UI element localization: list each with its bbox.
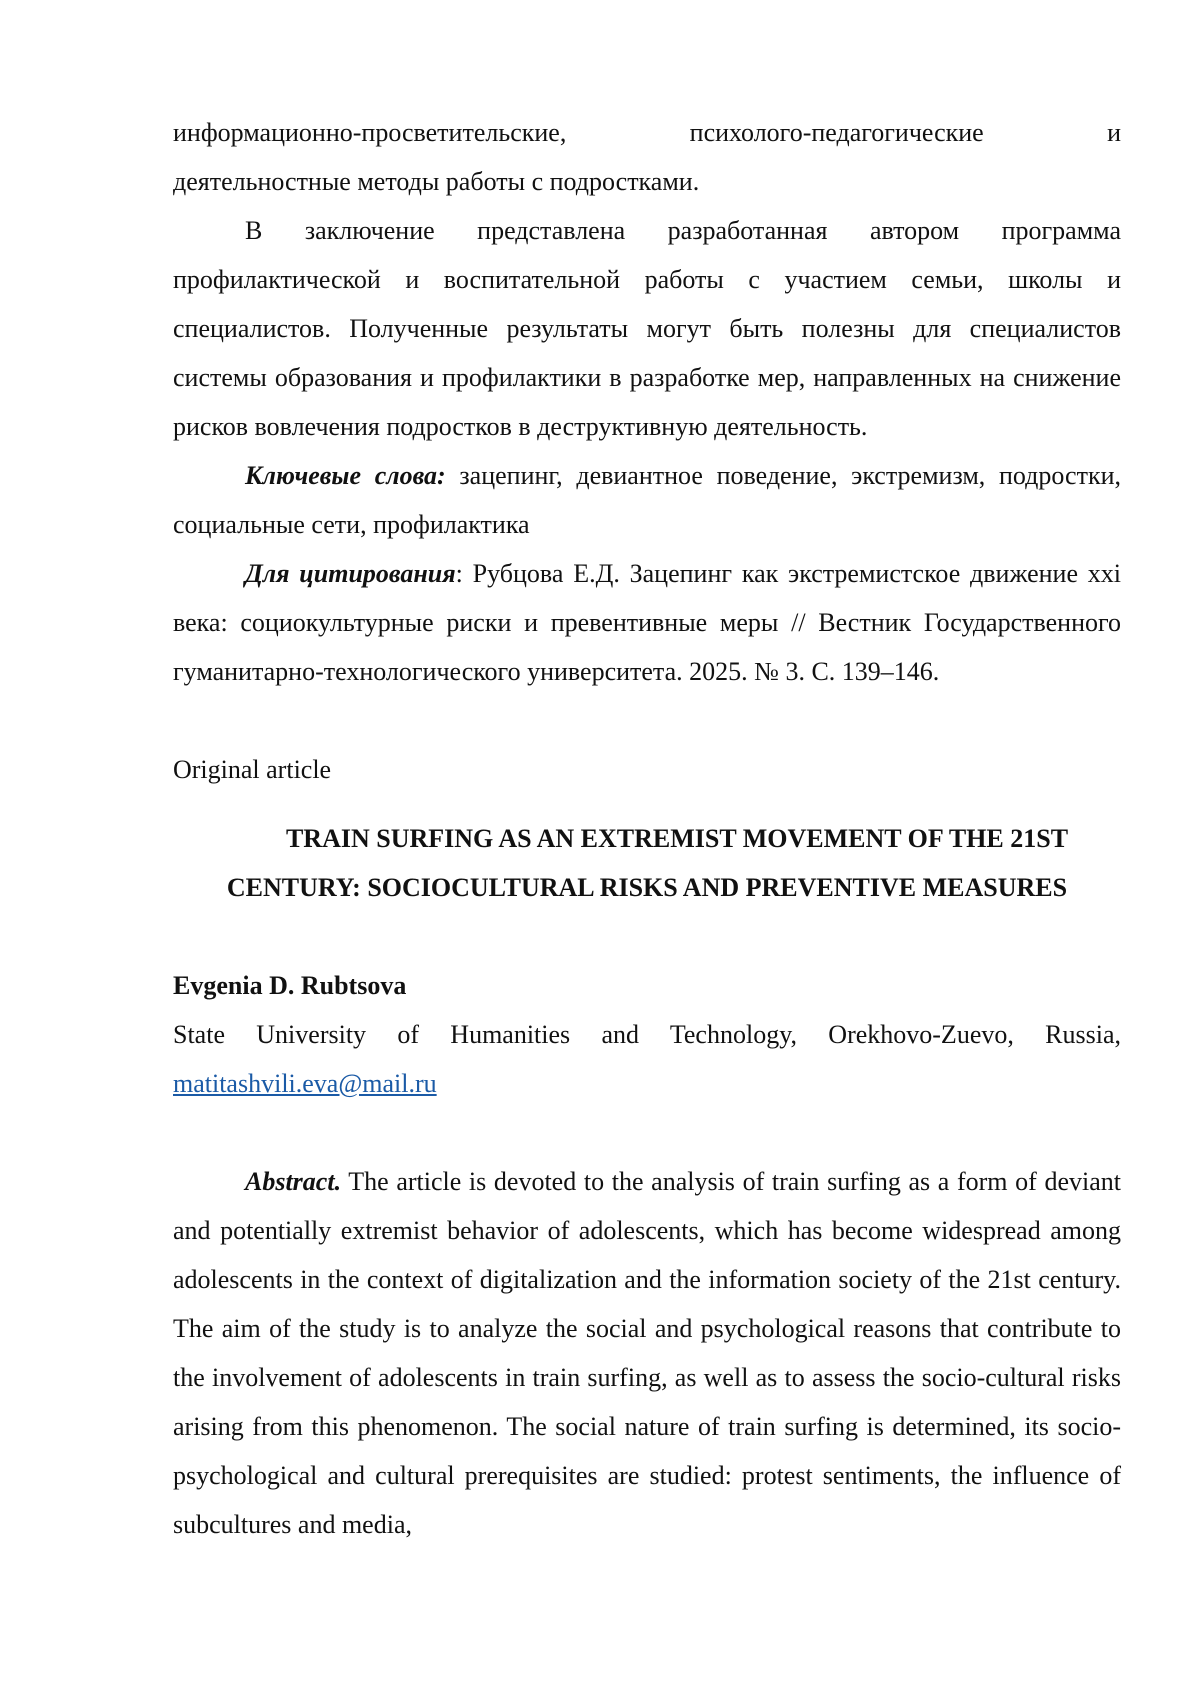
keywords-text: зацепинг, девиантное поведение, экстремизм, подростки, социальные сети, профилактика	[173, 461, 1121, 539]
article-title-line-1: TRAIN SURFING AS AN EXTREMIST MOVEMENT OF THE 21ST	[285, 824, 1069, 853]
spacer	[173, 912, 1121, 961]
citation-text: : Рубцова Е.Д. Зацепинг как экстремистское движение xxi века: социокультурные риски и превентивные меры // Вестник Государственного гуманитарно-технологического университета. 2025. № 3. С. 139–146.	[173, 559, 1122, 686]
citation-paragraph	[173, 549, 1121, 696]
article-title-line-2: CENTURY: SOCIOCULTURAL RISKS AND PREVENTIVE MEASURES	[226, 873, 1068, 902]
document-page	[173, 108, 1121, 1549]
spacer	[173, 1108, 1121, 1157]
article-title	[173, 814, 1121, 912]
intro-line-2-text: деятельностные методы работы с подростками.	[173, 167, 700, 196]
email-line	[173, 1059, 1121, 1108]
abstract-paragraph	[173, 1157, 1121, 1549]
abstract-text: The article is devoted to the analysis of train surfing as a form of deviant and potentially extremist behavior of adolescents, which has become widespread among adolescents in the context of digitalization and the information society of the 21st century. The aim of the study is to analyze the social and psychological reasons that contribute to the involvement of adolescents in train surfing, as well as to assess the socio-cultural risks arising from this phenomenon. The social nature of train surfing is determined, its socio-psychological and cultural prerequisites are studied: protest sentiments, the influence of subcultures and media,	[173, 1167, 1121, 1539]
citation-label: Для цитирования	[245, 559, 456, 588]
abstract-label: Abstract.	[245, 1167, 342, 1196]
conclusion-text: В заключение представлена разработанная автором программа профилактической и воспитательной работы с участием семьи, школы и специалистов. Полученные результаты могут быть полезны для специалистов системы образования и профилактики в разработке мер, направленных на снижение рисков вовлечения подростков в деструктивную деятельность.	[173, 216, 1121, 441]
keywords-paragraph	[173, 451, 1121, 549]
author-name-text: Evgenia D. Rubtsova	[173, 971, 407, 1000]
intro-line-1-text: информационно-просветительские, психолого-педагогические и	[173, 118, 1121, 147]
affiliation-text: State University of Humanities and Technology, Orekhovo-Zuevo, Russia,	[173, 1020, 1121, 1049]
affiliation	[173, 1010, 1121, 1059]
keywords-label: Ключевые слова:	[245, 461, 446, 490]
conclusion-paragraph	[173, 206, 1121, 451]
intro-line-2	[173, 157, 1121, 206]
spacer	[173, 696, 1121, 745]
author-name	[173, 961, 1121, 1010]
spacer	[173, 794, 1121, 814]
author-email-link[interactable]: matitashvili.eva@mail.ru	[173, 1069, 437, 1098]
article-type	[173, 745, 1121, 794]
intro-line-1	[173, 108, 1121, 157]
article-type-text: Original article	[173, 755, 332, 784]
